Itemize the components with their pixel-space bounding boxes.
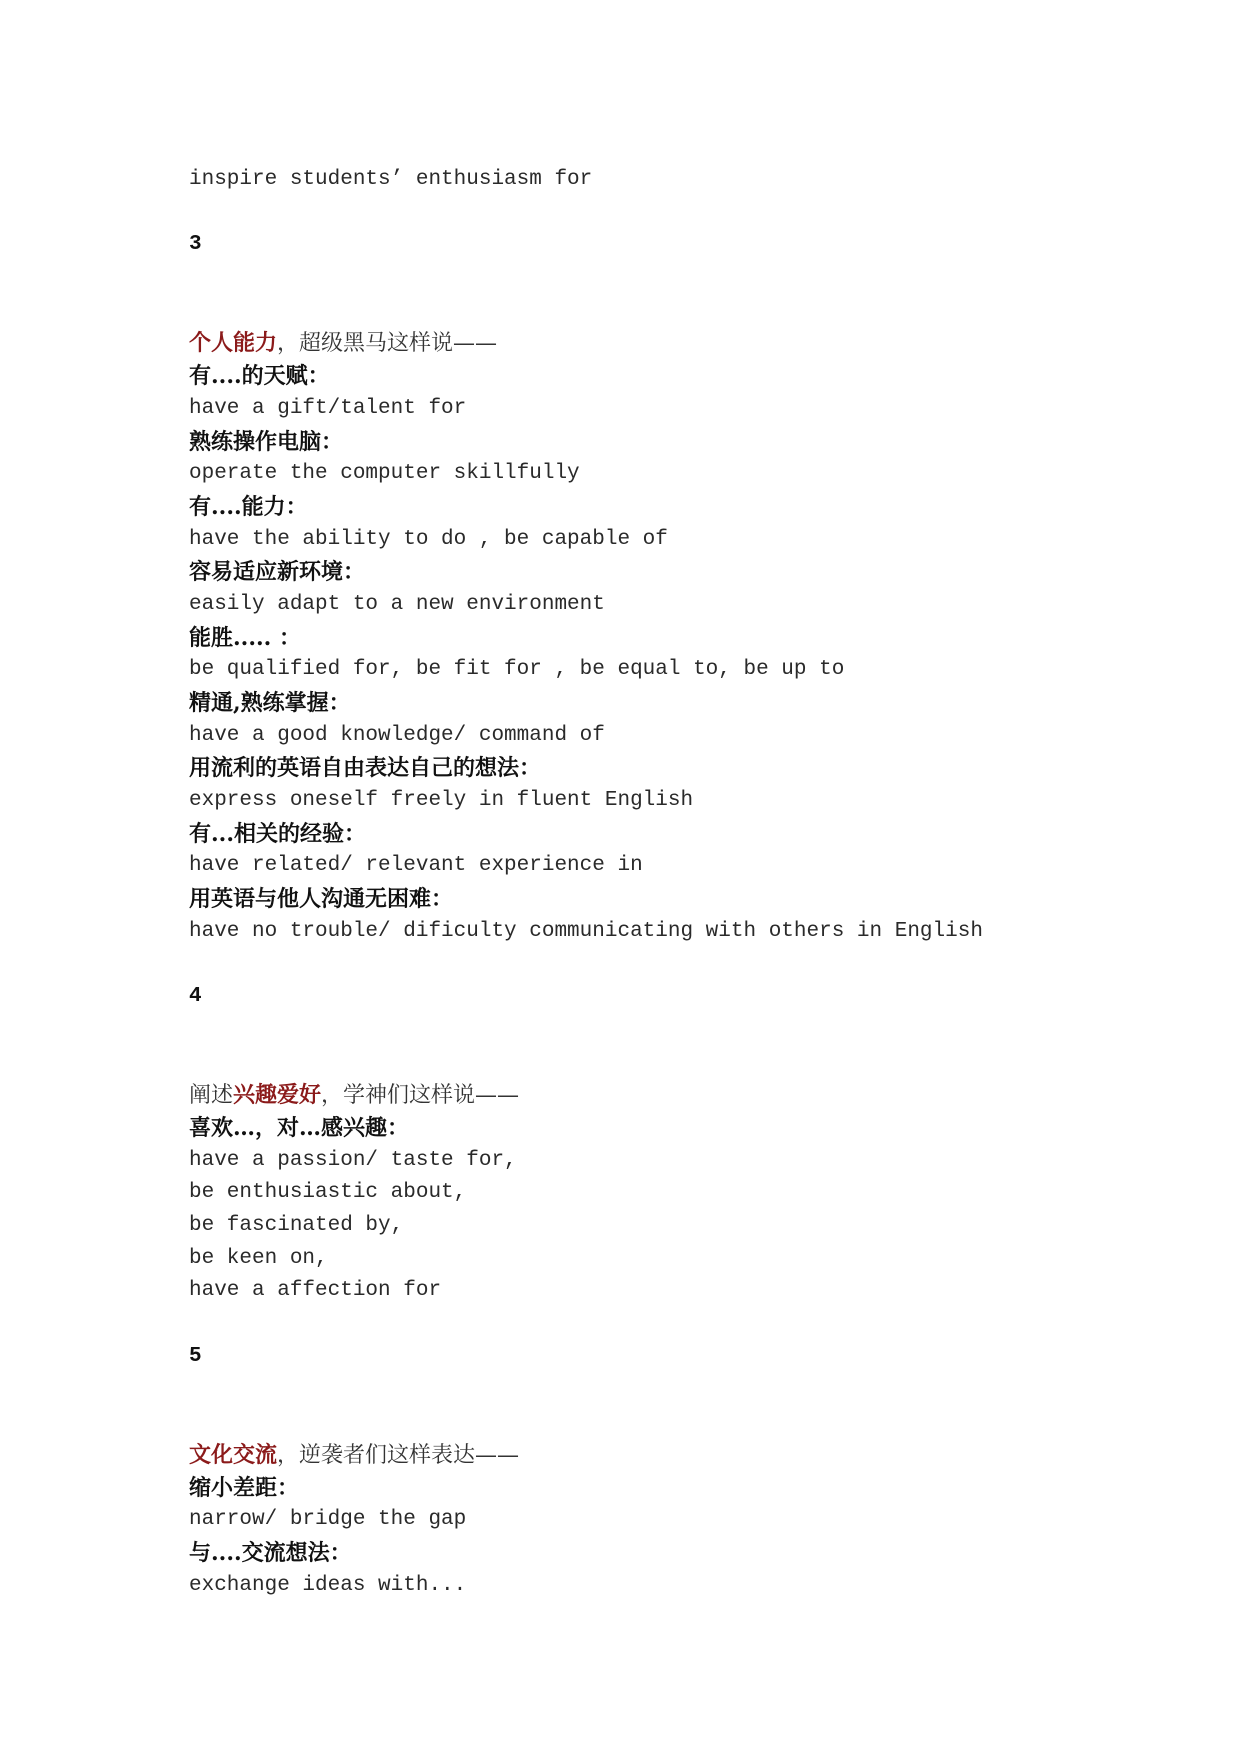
phrase-label: 用流利的英语自由表达自己的想法： (189, 755, 542, 782)
phrase-english: be fascinated by, (189, 1214, 404, 1238)
phrase-english: have no trouble/ dificulty communicating with others in English (189, 919, 983, 943)
phrase-label: 有....能力： (189, 493, 308, 520)
phrase-label: 容易适应新环境： (189, 559, 366, 586)
section-heading (189, 1079, 1189, 1112)
phrase-english: have a good knowledge/ command of (189, 723, 605, 747)
phrase-english: be keen on, (189, 1246, 328, 1270)
phrase-label: 用英语与他人沟通无困难： (189, 886, 454, 913)
phrase-english: easily adapt to a new environment (189, 592, 605, 616)
phrase-english: have the ability to do , be capable of (189, 527, 668, 551)
phrase-label: 熟练操作电脑： (189, 428, 344, 455)
heading-highlight: 个人能力 (189, 330, 278, 357)
document-page (189, 164, 1189, 1602)
phrase-label: 缩小差距： (189, 1474, 300, 1501)
phrase-english: operate the computer skillfully (189, 462, 580, 486)
phrase-english: exchange ideas with... (189, 1573, 467, 1597)
phrase-english: have related/ relevant experience in (189, 854, 643, 878)
heading-highlight: 兴趣爱好 (233, 1082, 322, 1109)
phrase-english: have a passion/ taste for, (189, 1148, 517, 1172)
phrase-english: be qualified for, be fit for , be equal to, be up to (189, 658, 845, 682)
section-number: 5 (189, 1344, 202, 1368)
phrase-label: 喜欢…，对…感兴趣： (189, 1114, 410, 1141)
phrase-english: narrow/ bridge the gap (189, 1508, 467, 1532)
section-number: 4 (189, 985, 202, 1009)
heading-rest: ，学神们这样说—— (321, 1083, 520, 1109)
phrase-label: 能胜..... ： (189, 624, 301, 651)
phrase-english: have a affection for (189, 1279, 442, 1303)
section-heading (189, 327, 1189, 360)
heading-highlight: 文化交流 (189, 1441, 278, 1468)
phrase-english: be enthusiastic about, (189, 1181, 467, 1205)
phrase-label: 有...相关的经验： (189, 820, 366, 847)
phrase-english: have a gift/talent for (189, 396, 467, 420)
phrase-english: express oneself freely in fluent English (189, 789, 694, 813)
phrase-label: 与....交流想法： (189, 1539, 352, 1566)
section-number: 3 (189, 233, 202, 257)
heading-rest: ，超级黑马这样说—— (277, 331, 498, 357)
section-heading (189, 1439, 1189, 1472)
intro-line: inspire students’ enthusiasm for (189, 168, 593, 191)
heading-prefix: 阐述 (189, 1083, 234, 1109)
phrase-label: 有....的天赋： (189, 363, 330, 390)
phrase-label: 精通,熟练掌握： (189, 690, 351, 717)
heading-rest: ，逆袭者们这样表达—— (277, 1442, 520, 1468)
